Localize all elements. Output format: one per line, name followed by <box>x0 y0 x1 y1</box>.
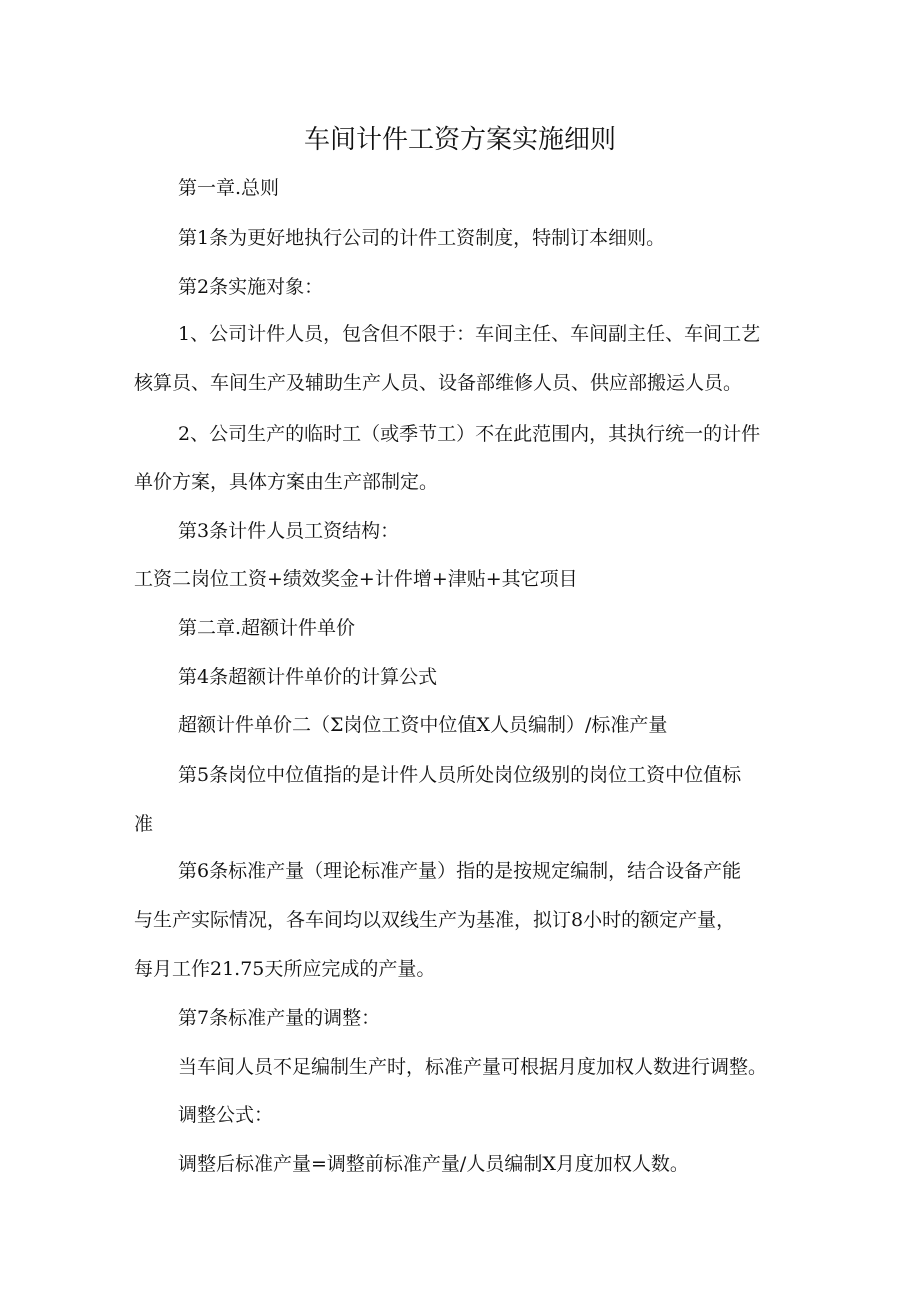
article-2-item-2-line-2: 单价方案，具体方案由生产部制定。 <box>134 471 439 493</box>
article-2-item-1-line-1: 1、公司计件人员，包含但不限于：车间主任、车间副主任、车间工艺 <box>178 323 761 345</box>
chapter-1-heading: 第一章.总则 <box>178 177 280 199</box>
article-7-text: 当车间人员不足编制生产时，标准产量可根据月度加权人数进行调整。 <box>178 1056 768 1078</box>
article-2-heading: 第2条实施对象： <box>178 276 324 298</box>
salary-structure-formula: 工资二岗位工资+绩效奖金+计件增+津贴+其它项目 <box>134 568 578 590</box>
article-5-line-1: 第5条岗位中位值指的是计件人员所处岗位级别的岗位工资中位值标 <box>178 764 742 786</box>
unit-price-formula: 超额计件单价二（Σ岗位工资中位值X人员编制）/标准产量 <box>178 714 668 736</box>
adjustment-formula-label: 调整公式： <box>178 1104 274 1126</box>
article-1: 第1条为更好地执行公司的计件工资制度，特制订本细则。 <box>178 227 666 249</box>
article-6-line-2: 与生产实际情况，各车间均以双线生产为基准，拟订8小时的额定产量， <box>134 909 736 931</box>
article-6-line-1: 第6条标准产量（理论标准产量）指的是按规定编制，结合设备产能 <box>178 860 742 882</box>
article-3-heading: 第3条计件人员工资结构： <box>178 520 400 542</box>
chapter-2-heading: 第二章.超额计件单价 <box>178 617 356 639</box>
article-5-line-2: 准 <box>134 813 154 835</box>
adjustment-formula: 调整后标准产量=调整前标准产量/人员编制X月度加权人数。 <box>178 1153 689 1175</box>
article-2-item-2-line-1: 2、公司生产的临时工（或季节工）不在此范围内，其执行统一的计件 <box>178 423 761 445</box>
article-6-line-3: 每月工作21.75天所应完成的产量。 <box>134 958 436 980</box>
article-4: 第4条超额计件单价的计算公式 <box>178 666 438 688</box>
article-7-heading: 第7条标准产量的调整： <box>178 1007 381 1029</box>
document-title: 车间计件工资方案实施细则 <box>303 125 616 155</box>
article-2-item-1-line-2: 核算员、车间生产及辅助生产人员、设备部维修人员、供应部搬运人员。 <box>134 372 743 394</box>
